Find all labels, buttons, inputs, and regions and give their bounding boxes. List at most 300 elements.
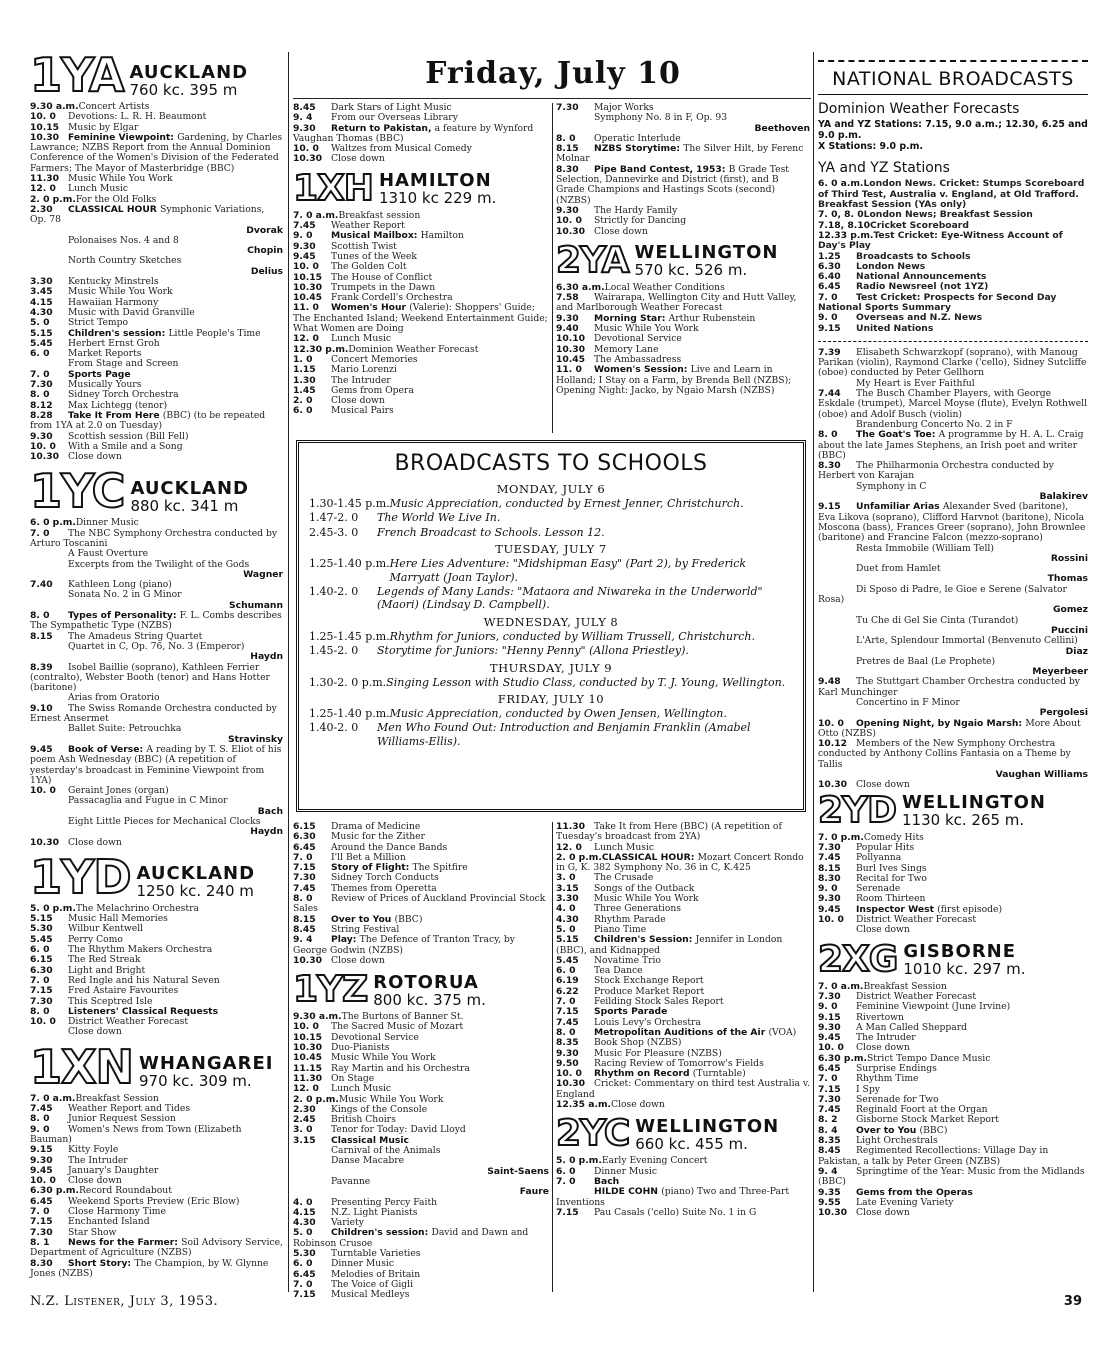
programme-time: 10.15 <box>293 271 323 283</box>
station-header <box>293 167 549 209</box>
programme-time: 4. 0 <box>556 903 576 915</box>
programme-time: 9.15 <box>818 1011 841 1023</box>
programme-list <box>556 1156 810 1218</box>
programme-time: 8.39 <box>30 661 53 673</box>
programme-time: 12. 0 <box>30 183 56 195</box>
programme-time: 8.35 <box>818 1135 841 1147</box>
programme-name: Return to Pakistan, <box>331 122 435 134</box>
programme-desc: Brandenburg Concerto No. 2 in F <box>856 418 1013 430</box>
programme-item <box>293 154 549 164</box>
programme-item <box>556 1208 810 1218</box>
programme-item <box>30 205 283 236</box>
programme-desc: Music While You Work <box>331 1052 436 1064</box>
programme-desc: The Red Streak <box>68 954 141 966</box>
programme-desc: Rhythm Time <box>856 1073 919 1085</box>
programme-desc: Dinner Music <box>331 1258 395 1270</box>
programme-time: 7. 0 <box>556 1175 576 1187</box>
programme-time: 5. 0 p.m. <box>30 902 76 914</box>
programme-time: 6. 0 p.m. <box>30 517 76 529</box>
programme-desc: Eight Little Pieces for Mechanical Clocks <box>68 816 261 827</box>
programme-name: CLASSICAL HOUR: <box>601 851 698 863</box>
programme-desc: Tunes of the Week <box>331 250 417 262</box>
programme-item <box>818 231 1088 252</box>
school-programme <box>309 707 793 720</box>
school-day: THURSDAY, JULY 9 <box>489 660 613 675</box>
programme-desc: London News <box>856 260 926 272</box>
programme-time: 3. 0 <box>293 1124 313 1136</box>
ya-yz-list <box>818 179 1088 333</box>
programme-desc: Rivertown <box>856 1011 904 1023</box>
programme-name: Bach <box>594 1175 620 1187</box>
programme-desc: (first episode) <box>937 903 1003 915</box>
station-logo: 2XG <box>818 938 898 980</box>
programme-time: 10. 0 <box>818 1042 844 1054</box>
programme-time: 10. 0 <box>818 717 844 729</box>
station-info <box>903 943 1025 978</box>
programme-name: Take It From Here <box>68 409 163 421</box>
programme-desc: The Rhythm Makers Orchestra <box>68 944 213 956</box>
national-broadcasts-title: NATIONAL BROADCASTS <box>818 60 1088 95</box>
programme-desc: a feature by Wynford Vaughan Thomas (BBC) <box>293 122 534 144</box>
station-frequency: 1310 kc 229 m. <box>378 189 497 208</box>
programme-time: 8.30 <box>818 460 841 472</box>
station-logo: 2YC <box>556 1113 630 1155</box>
school-time: 1.25-1.40 p.m. <box>309 557 390 571</box>
programme-time: 9. 4 <box>293 112 313 124</box>
programme-desc: Concert Artists <box>78 101 150 112</box>
programme-time: 3.30 <box>556 893 579 905</box>
ya-yz-heading: YA and YZ Stations <box>818 160 950 177</box>
programme-item <box>818 1167 1088 1188</box>
programme-time: 6.15 <box>293 821 316 832</box>
weather-heading: Dominion Weather Forecasts <box>818 101 1020 117</box>
column-rule <box>552 822 553 1292</box>
programme-time: 7. 0 a.m. <box>293 209 339 221</box>
programme-desc: Presenting Percy Faith <box>331 1196 438 1208</box>
school-day: MONDAY, JULY 6 <box>496 482 606 496</box>
programme-desc: Close down <box>594 225 648 237</box>
programme-time: 4.15 <box>30 296 53 308</box>
programme-item <box>556 935 810 956</box>
programme-desc: Musically Yours <box>68 379 142 391</box>
programme-desc: Cricket: Commentary on third test Australia v. England <box>556 1078 810 1100</box>
programme-time: 5. 0 <box>556 923 576 935</box>
programme-time: 6.30 p.m. <box>30 1185 79 1197</box>
programme-desc: Market Reports <box>68 348 142 360</box>
programme-desc: The House of Conflict <box>331 271 433 283</box>
programme-desc: The Crusade <box>594 872 654 884</box>
programme-time: 9.55 <box>818 1196 841 1208</box>
programme-desc: A programme by H. A. L. Craig about the late James Stephens, an Irish poet and writer (BBC) <box>818 429 1084 461</box>
programme-desc: (BBC) (to be repeated from 1YA at 2.0 on Tuesday) <box>30 409 266 432</box>
programme-desc: District Weather Forecast <box>856 914 977 926</box>
station-info <box>635 244 779 279</box>
programme-desc: Dinner Music <box>594 1165 658 1177</box>
school-programme <box>309 630 793 643</box>
programme-desc: From Stage and Screen <box>68 358 179 370</box>
programme-time: 9.35 <box>818 1186 841 1198</box>
programme-desc: Lunch Music <box>331 1083 392 1095</box>
programme-desc: Take It from Here (BBC) (A repetition of Tuesday's broadcast from 2YA) <box>556 821 782 843</box>
programme-item <box>556 293 810 314</box>
programme-name: Gems from the Operas <box>856 1186 973 1198</box>
station-frequency: 880 kc. 341 m <box>130 496 239 515</box>
programme-desc: Symphony in C <box>856 480 927 492</box>
programme-desc: Feminine Viewpoint (June Irvine) <box>856 1001 1011 1013</box>
programme-item <box>818 179 1088 210</box>
programme-desc: January's Daughter <box>68 1164 159 1176</box>
programme-name: Story of Flight: <box>331 862 413 874</box>
programme-time: 9.30 <box>818 893 841 905</box>
programme-desc: Close down <box>331 153 385 165</box>
programme-composer: Beethoven <box>754 122 810 134</box>
programme-desc: Music with David Granville <box>68 306 195 318</box>
programme-name: Children's session: <box>331 1227 432 1239</box>
station-logo: 1YD <box>30 849 131 904</box>
programme-time: 6.45 <box>30 1195 53 1207</box>
programme-time: 9.48 <box>818 676 841 688</box>
programme-time: 10.30 <box>818 779 848 791</box>
programme-desc: Soil Advisory Service, Department of Agriculture (NZBS) <box>30 1236 283 1259</box>
programme-time: 8.15 <box>293 913 316 925</box>
programme-desc: Produce Market Report <box>594 985 705 997</box>
programme-time: 9.30 <box>556 1047 579 1059</box>
programme-time: 5.15 <box>30 327 53 339</box>
programme-desc: Elisabeth Schwarzkopf (soprano), with Manoug Parikan (violin), Raymond Clarke ('cello), Sidney Sutcliffe (oboe) conducted by Peter Gellhorn <box>818 346 1087 379</box>
programme-desc: Regimented Recollections: Village Day in Pakistan, a talk by Peter Green (NZBS) <box>818 1145 1049 1167</box>
school-time: 1.30-2. 0 p.m. <box>309 675 387 689</box>
school-programme <box>309 526 793 539</box>
programme-time: 8.15 <box>818 862 841 874</box>
programme-name: Sports Parade <box>594 1006 668 1018</box>
programme-time: 8. 4 <box>818 1124 838 1136</box>
programme-time: 1.30 <box>293 374 316 386</box>
programme-time: 3.45 <box>30 286 53 298</box>
programme-item <box>30 1238 283 1259</box>
programme-desc: More About Otto (NZBS) <box>818 717 1081 739</box>
programme-desc: Lunch Music <box>594 841 655 853</box>
programme-time: 9. 4 <box>818 1165 838 1177</box>
programme-time: 7. 0, 8. 0 <box>818 209 864 221</box>
school-programme <box>309 644 793 657</box>
station-header <box>30 464 283 519</box>
programme-name: Opening Night, by Ngaio Marsh: <box>856 717 1026 729</box>
programme-desc: Louis Levy's Orchestra <box>594 1016 701 1028</box>
station-info <box>373 971 486 1009</box>
programme-time: 7.30 <box>293 872 316 884</box>
programme-desc: Mario Lorenzi <box>331 364 397 376</box>
programme-item <box>818 1146 1088 1167</box>
programme-time: 10. 0 <box>556 215 582 227</box>
programme-desc: Quartet in C, Op. 76, No. 3 (Emperor) <box>68 640 245 652</box>
programme-time: 10.30 <box>30 131 60 143</box>
programme-time: 12. 0 <box>556 841 582 853</box>
programme-time: 2. 0 p.m. <box>30 193 76 205</box>
programme-item <box>30 133 283 174</box>
programme-name: Rhythm on Record <box>594 1068 693 1080</box>
programme-desc: A Man Called Sheppard <box>856 1021 968 1033</box>
programme-desc: Light Orchestrals <box>856 1135 938 1147</box>
station-header <box>30 48 283 102</box>
programme-time: 7. 0 <box>293 1278 313 1290</box>
programme-desc: Broadcasts to Schools <box>856 250 971 262</box>
programme-composer: Haydn <box>250 826 283 838</box>
school-day: FRIDAY, JULY 10 <box>497 692 605 707</box>
programme-desc: Review of Prices of Auckland Provincial Stock Sales <box>293 893 546 915</box>
programme-composer: Diaz <box>1065 645 1088 657</box>
programme-desc: Surprise Endings <box>856 1063 937 1074</box>
programme-desc: Test Cricket: Eye-Witness Account of Day's Play <box>818 229 1063 252</box>
station-logo: 1XH <box>293 167 373 209</box>
programme-time: 7. 0 <box>818 1073 838 1085</box>
programme-desc: (piano) Two and Three-Part Inventions <box>556 1186 790 1208</box>
programme-desc: Musical Pairs <box>331 405 394 417</box>
programme-name: Morning Star: <box>594 312 669 324</box>
programme-item <box>30 817 283 838</box>
programme-desc: Songs of the Outback <box>594 882 695 894</box>
programme-time: 5. 0 <box>30 317 50 329</box>
programme-time: 10.10 <box>556 333 586 345</box>
programme-desc: Popular Hits <box>856 841 915 853</box>
programme-time: 7.15 <box>293 1289 316 1301</box>
programme-desc: The Golden Colt <box>331 261 407 273</box>
programme-desc: North Country Sketches <box>68 255 182 267</box>
programme-item <box>30 560 283 581</box>
programme-name: The Goat's Toe: <box>856 429 939 441</box>
programme-desc: Symphony No. 8 in F, Op. 93 <box>594 112 728 124</box>
programme-item <box>818 293 1088 314</box>
station-name: WELLINGTON <box>635 1115 780 1137</box>
station-header <box>818 938 1088 980</box>
programme-item <box>30 452 283 462</box>
programme-time: 9. 0 <box>293 230 313 242</box>
programme-time: 7.45 <box>293 882 316 894</box>
station-name: ROTORUA <box>373 971 479 993</box>
programme-desc: The Sacred Music of Mozart <box>331 1021 464 1033</box>
programme-desc: From our Overseas Library <box>331 112 458 124</box>
programme-time: 5. 0 <box>293 1227 313 1239</box>
programme-list <box>556 822 810 1110</box>
programme-desc: Ray Martin and his Orchestra <box>331 1062 470 1074</box>
programme-desc: Polonaises Nos. 4 and 8 <box>68 234 179 246</box>
programme-time: 10.30 <box>30 451 60 463</box>
programme-time: 2. 0 p.m. <box>556 851 602 863</box>
programme-composer: Gomez <box>1052 604 1088 616</box>
programme-list <box>293 211 549 417</box>
station-logo: 2YD <box>818 789 896 831</box>
station-info <box>902 794 1046 829</box>
programme-time: 12. 0 <box>293 333 319 345</box>
programme-time: 9. 0 <box>818 312 838 324</box>
programme-name: News for the Farmer: <box>68 1236 182 1248</box>
station-frequency: 570 kc. 526 m. <box>634 261 748 280</box>
programme-desc: Music by Elgar <box>68 121 139 133</box>
programme-desc: Perry Como <box>68 933 123 945</box>
programme-composer: Meyerbeer <box>1032 666 1088 678</box>
programme-time: 2. 0 <box>293 395 313 407</box>
programme-desc: Members of the New Symphony Orchestra conducted by Anthony Collins Fantasia on a Theme by Tallis <box>818 738 1071 770</box>
programme-time: 8. 1 <box>30 1236 50 1248</box>
school-title: French Broadcast to Schools. Lesson 12. <box>377 525 605 539</box>
programme-item <box>30 1259 283 1280</box>
programme-time: 7.45 <box>818 1104 841 1116</box>
programme-composer: Haydn <box>250 651 283 663</box>
programme-time: 6.30 a.m. <box>556 281 605 293</box>
programme-desc: Melodies of Britain <box>331 1268 421 1280</box>
column-rule <box>552 103 553 433</box>
programme-time: 4.30 <box>556 913 579 925</box>
programme-time: 4.30 <box>30 306 53 318</box>
programme-item <box>818 585 1088 616</box>
school-title: Storytime for Juniors: "Henny Penny" (Allona Priestley). <box>377 644 689 658</box>
programme-item <box>818 739 1088 780</box>
column-2-top-left <box>293 103 549 433</box>
programme-desc: Kentucky Minstrels <box>68 276 159 288</box>
programme-name: Women's Hour <box>331 302 410 314</box>
station-header <box>556 1113 810 1155</box>
programme-time: 11.30 <box>556 821 586 832</box>
programme-desc: Close down <box>68 836 122 848</box>
programme-time: 10.30 <box>30 836 60 848</box>
programme-time: 8. 0 <box>30 1113 50 1125</box>
school-title: The World We Live In. <box>377 511 501 525</box>
programme-desc: Hawaiian Harmony <box>68 296 159 308</box>
programme-item <box>818 389 1088 420</box>
station-frequency: 660 kc. 455 m. <box>635 1134 748 1153</box>
school-time: 1.40-2. 0 <box>309 585 359 599</box>
programme-item <box>30 590 283 611</box>
programme-time: 6. 0 <box>293 405 313 417</box>
column-1 <box>30 50 283 1295</box>
programme-desc: Radio Newsreel (not 1YZ) <box>856 281 989 293</box>
programme-time: 7.30 <box>30 1226 53 1238</box>
programme-desc: Kathleen Long (piano) <box>68 579 172 591</box>
programme-item <box>30 704 283 725</box>
programme-list <box>293 1012 549 1300</box>
programme-time: 10. 0 <box>30 785 56 797</box>
programme-time: 3.15 <box>293 1134 316 1146</box>
programme-desc: Weather Report <box>331 220 405 232</box>
programme-desc: Wilbur Kentwell <box>68 923 144 935</box>
programme-desc: Hamilton <box>420 230 464 242</box>
programme-time: 10. 0 <box>293 143 319 155</box>
programme-desc: Turntable Varieties <box>331 1247 421 1259</box>
programme-desc: The Burtons of Banner St. <box>341 1011 464 1023</box>
programme-time: 9.10 <box>30 702 53 714</box>
programme-item <box>556 822 810 843</box>
programme-desc: Variety <box>331 1217 364 1229</box>
programme-desc: The Swiss Romande Orchestra conducted by Ernest Ansermet <box>30 702 277 725</box>
programme-composer: Faure <box>519 1186 549 1198</box>
station-frequency: 800 kc. 375 m. <box>373 990 486 1009</box>
programme-desc: London News. Cricket: Stumps Scoreboard of Third Test, Australia v. England, at Old Trafford. Breakfast Session (YAs only) <box>818 178 1085 211</box>
programme-time: 7.30 <box>556 102 579 113</box>
programme-desc: Music While You Work <box>68 286 173 298</box>
programme-item <box>556 165 810 206</box>
programme-time: 7.30 <box>818 1093 841 1105</box>
programme-desc: Cricket Scoreboard <box>870 219 969 231</box>
programme-time: 7.15 <box>556 1206 579 1218</box>
programme-time: 9.30 a.m. <box>293 1011 342 1023</box>
programme-composer: Wagner <box>243 568 283 580</box>
programme-item <box>818 324 1088 334</box>
programme-time: 8.15 <box>556 143 579 155</box>
programme-desc: Music While You Work <box>68 173 173 185</box>
programme-desc: The Philharmonia Orchestra conducted by Herbert von Karajan <box>818 460 1054 482</box>
programme-time: 8.15 <box>30 630 53 642</box>
school-programme <box>309 511 793 524</box>
programme-time: 12.35 a.m. <box>556 1099 612 1111</box>
programme-desc: Pau Casals ('cello) Suite No. 1 in G <box>594 1206 757 1218</box>
programme-time: 5.45 <box>30 933 53 945</box>
programme-desc: Kitty Foyle <box>68 1144 119 1156</box>
programme-time: 9.30 a.m. <box>30 101 79 112</box>
programme-time: 7. 0 <box>556 996 576 1008</box>
programme-desc: Scottish session (Bill Fell) <box>68 430 189 442</box>
programme-desc: Close down <box>856 924 910 936</box>
programme-desc: Wairarapa, Wellington City and Hutt Valley, and Marlborough Weather Forecast <box>556 292 797 314</box>
programme-time: 7.45 <box>30 1103 53 1115</box>
programme-time: 1. 0 <box>293 353 313 365</box>
programme-item <box>818 925 1088 935</box>
programme-list <box>30 904 283 1038</box>
programme-item <box>818 698 1088 719</box>
station-frequency: 1250 kc. 240 m <box>136 882 254 901</box>
programme-time: 6.40 <box>818 271 841 283</box>
programme-item <box>30 745 283 786</box>
programme-time: 9.15 <box>818 501 841 513</box>
programme-list <box>30 102 283 462</box>
programme-desc: Close down <box>856 1042 910 1054</box>
programme-time: 8. 0 <box>30 389 50 401</box>
programme-desc: Dinner Music <box>75 517 139 529</box>
station-info <box>139 1055 273 1090</box>
programme-name: Children's Session: <box>594 934 696 946</box>
programme-time: 11. 0 <box>556 364 582 376</box>
programme-desc: Strictly for Dancing <box>594 215 687 227</box>
station-info <box>379 172 496 207</box>
programme-time: 3. 0 <box>556 872 576 884</box>
programme-time: 12.30 p.m. <box>293 343 349 355</box>
programme-name: Inspector West <box>856 903 938 915</box>
station-header <box>30 1039 283 1094</box>
programme-name: Metropolitan Auditions of the Air <box>594 1026 769 1038</box>
programme-desc: Three Generations <box>594 903 682 915</box>
station-name: AUCKLAND <box>136 863 256 885</box>
programme-desc: Breakfast Session <box>75 1092 159 1104</box>
programme-item <box>293 1290 549 1300</box>
programme-desc: Record Roundabout <box>79 1185 172 1197</box>
programme-composer: Schumann <box>229 599 283 611</box>
school-programme <box>309 585 793 612</box>
programme-item <box>30 1125 283 1146</box>
programme-time: 9. 0 <box>818 883 838 895</box>
programme-desc: Close down <box>856 1207 910 1219</box>
station-frequency: 970 kc. 309 m. <box>138 1072 252 1091</box>
programme-item <box>818 677 1088 698</box>
programme-desc: The Stuttgart Chamber Orchestra conducted by Karl Munchinger <box>818 676 1080 698</box>
programme-desc: The NBC Symphony Orchestra conducted by Arturo Toscanini <box>30 527 278 549</box>
programme-desc: Devotional Service <box>594 333 682 345</box>
programme-time: 10.45 <box>293 292 323 304</box>
station-info <box>635 1115 780 1153</box>
programme-desc: Racing Review of Tomorrow's Fields <box>594 1057 764 1069</box>
programme-name: HILDE COHN <box>594 1186 662 1198</box>
programme-time: 6. 0 <box>30 944 50 956</box>
programme-time: 5.15 <box>556 934 579 946</box>
programme-item <box>818 461 1088 482</box>
footer-issue: N.Z. Listener, July 3, 1953. <box>30 1294 219 1309</box>
